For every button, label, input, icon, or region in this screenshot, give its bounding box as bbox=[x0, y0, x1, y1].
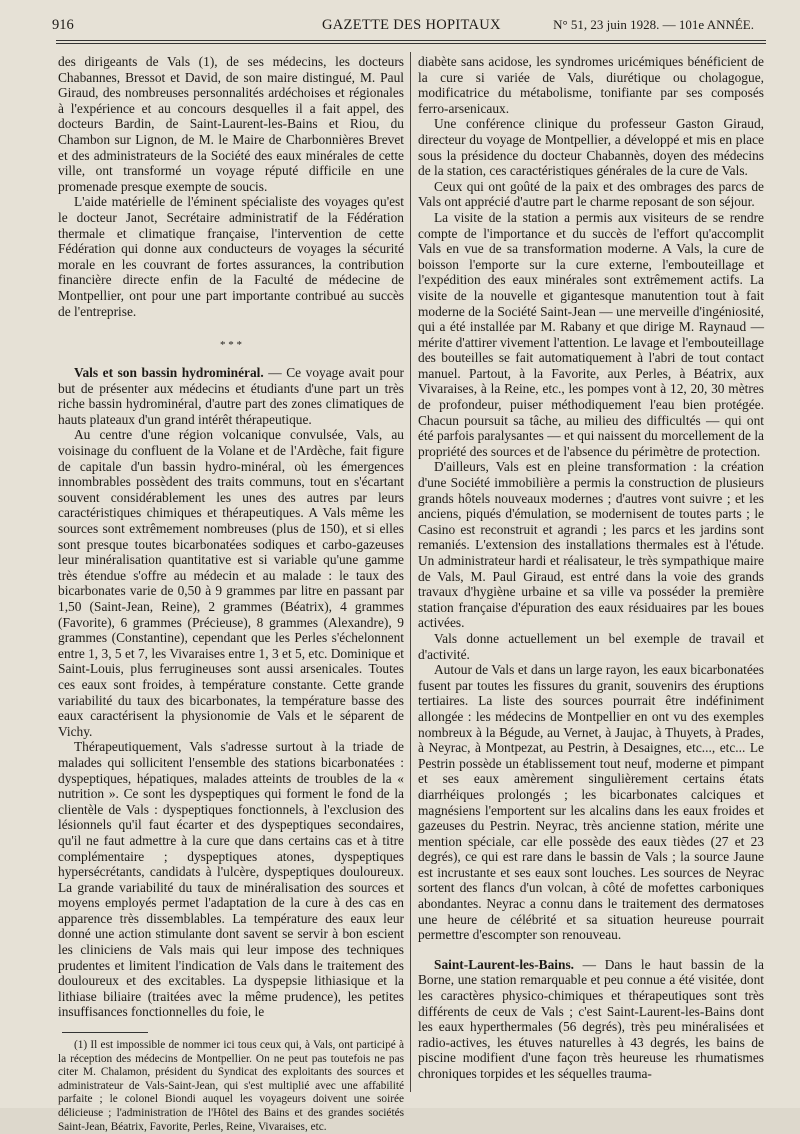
running-header bbox=[40, 14, 764, 38]
page-number: 916 bbox=[52, 17, 74, 33]
paragraph: Thérapeutiquement, Vals s'adresse surtout à la triade de malades qui sollicitent l'ensemble des stations bicarbonatées : dyspeptiques, hépatiques, malades atteints de troubles de la « nutrition ». Ce sont les dyspeptiques qui forment le fond de la clientèle de Vals : dyspeptiques fonctionnels, à l'exclusion des lésionnels qu'il faut écarter et des dyspeptiques secondaires, qu'il ne faut admettre à la cure que dans certains cas et à titre complémentaire ; dyspeptiques atones, dyspeptiques hypersécrétants, candidats à l'ulcère, dyspeptiques douloureux. La grande variabilité du taux de minéralisation des sources et moyens employés permet l'adaptation de la cure à des cas en apparence très dissemblables. La température des eaux leur donné une action stimulante dont savent se servir à bon escient les cliniciens de Vals mais qui leur impose des techniques prudentes et limitent l'indication de Vals dans le traitement des douloureux et des excitables. La dyspepsie lithiasique et la lithiase biliaire (traitées avec la même prudence), les petites insuffisances fonctionnelles du foie, le bbox=[58, 739, 404, 1020]
column-divider bbox=[410, 52, 411, 1092]
left-column bbox=[58, 54, 404, 1134]
journal-title: GAZETTE DES HOPITAUX bbox=[322, 17, 501, 33]
footnote-rule bbox=[62, 1032, 148, 1033]
paragraph: L'aide matérielle de l'éminent spécialiste des voyages qu'est le docteur Janot, Secrétaire administratif de la Fédération thermale et climatique française, l'intervention de cette Fédération qui donne aux conducteurs de voyages la sécurité morale en les couvrant de fortes assurances, la contribution financière directe enfin de la Faculté de médecine de Montpellier, ont pour une part importante contribué au succès de l'entreprise. bbox=[58, 194, 404, 319]
paragraph-text: — Dans le haut bassin de la Borne, une station remarquable et peu connue a été visitée, dont les caractères physico-chimiques et thérapeutiques sont très différents de ceux de Vals ; c'est Saint-Laurent-les-Bains dont les eaux hyperthermales (56 degrés), très peu minéralisées et radio-actives, les étuves naturelles à 43 degrés, les bains de piscine modifient d'une façon très heureuse les rhumatismes chroniques torpides et les séquelles trauma- bbox=[418, 956, 764, 1081]
section-heading: Saint-Laurent-les-Bains. bbox=[434, 956, 574, 972]
section-heading: Vals et son bassin hydrominéral. bbox=[74, 365, 264, 381]
header-rule-bottom bbox=[56, 43, 766, 44]
paragraph: Ceux qui ont goûté de la paix et des ombrages des parcs de Vals ont apprécié d'autre part le charme reposant de son séjour. bbox=[418, 178, 764, 210]
paragraph: La visite de la station a permis aux visiteurs de se rendre compte de l'importance et du succès de l'effort qu'accomplit Vals en vue de sa transformation moderne. A Vals, la cure de boisson l'emporte sur la cure externe, l'embouteillage et l'expédition des eaux minérales sont extrêmement actifs. La visite de la nouvelle et gigantesque manutention tout à fait moderne de la Société Saint-Jean — une merveille d'ingéniosité, qui a été installée par M. Rabany et que dirige M. Raynaud — mérite d'attirer vivement l'attention. Le lavage et l'embouteillage des bouteilles se fait automatiquement à l'abri de tout contact manuel. Partout, à la Favorite, aux Perles, à Béatrix, aux Vivaraises, à la Reine, etc., les pompes vont à 12, 20, 30 mètres de profondeur, puiser méthodiquement l'eau bien protégée. Chacun poursuit sa tâche, au milieu des difficultés — qui ont été parfois paralysantes — et qui naissent du morcellement de la propriété des sources et de l'absence du périmètre de protection. bbox=[418, 209, 764, 459]
spacer bbox=[418, 943, 764, 957]
paragraph: Vals donne actuellement un bel exemple de travail et d'activité. bbox=[418, 630, 764, 662]
paragraph: diabète sans acidose, les syndromes uricémiques bénéficient de la cure si variée de Vals, diurétique ou cholagogue, modificatrice du métabolisme, tonifiante par ses composés ferro-arsenicaux. bbox=[418, 54, 764, 116]
paragraph: des dirigeants de Vals (1), de ses médecins, les docteurs Chabannes, Bressot et David, de son maire distingué, M. Paul Giraud, des nombreuses personnalités ardéchoises et régionales à l'expérience et au concours desquelles il a fait appel, des docteurs Bardin, de Saint-Laurent-les-Bains et Riou, du Chambon sur Lignon, de M. le Maire de Charbonnières Brevet et des administrateurs de la Société des eaux minérales de cette ville, ont transformé un voyage réputé difficile en une promenade presque exempte de soucis. bbox=[58, 54, 404, 194]
paragraph: Une conférence clinique du professeur Gaston Giraud, directeur du voyage de Montpellier, a développé et mis en place sous la présidence du docteur Chabannès, doyen des médecins de la station, ces caractéristiques générales de la cure de Vals. bbox=[418, 116, 764, 179]
right-column bbox=[418, 54, 764, 1082]
footnote: (1) Il est impossible de nommer ici tous ceux qui, à Vals, ont participé à la réception des médecins de Montpellier. On ne peut pas toutefois ne pas citer M. Chalamon, président du Syndicat des exploitants des sources et administrateur de Vals-Saint-Jean, qui s'est multiplié avec une affabilité parfaite ; le colonel Biondi auquel les voyageurs doivent une soirée délicieuse ; l'administration de l'Hôtel des Bains et des grandes sociétés Saint-Jean, Béatrix, Favorite, Perles, Reine, Vivaraises, etc. bbox=[58, 1039, 404, 1133]
paragraph: Au centre d'une région volcanique convulsée, Vals, au voisinage du confluent de la Volane et de l'Ardèche, fait figure de capitale d'un bassin hydro-minéral, où les émergences innombrables possèdent des traits communs, tout en s'écartant souvent considérablement les unes des autres par leurs caractéristiques chimiques et thérapeutiques. A Vals même les sources sont extrêmement nombreuses (plus de 150), et si elles sont presque toutes bicarbonatées sodiques et carbo-gazeuses leur minéralisation quantitative est si variable qu'une gamme très étendue s'offre au médecin et au malade : le taux des bicarbonates varie de 0,50 à 9 grammes par litre en passant par 1,50 (Saint-Jean, Reine), 2 grammes (Béatrix), 4 grammes (Favorite), 6 grammes (Précieuse), 8 grammes (Alexandre), 9 grammes (Constantine), cependant que les Perles s'échelonnent entre 1, 3, 5 et 7, les Vivaraises entre 1, 3 et 5, etc. Dominique et Saint-Louis, plus ferrugineuses sont aussi arsenicales. Toutes ces eaux sont froides, à température constante. Cette grande variabilité du taux des bicarbonates, la température basse des eaux caractérisent la physionomie de Vals et le séparent de Vichy. bbox=[58, 427, 404, 739]
section-separator: * * * bbox=[220, 339, 242, 352]
issue-info: N° 51, 23 juin 1928. — 101e ANNÉE. bbox=[553, 17, 754, 32]
header-rule-top bbox=[56, 40, 766, 41]
paragraph: Autour de Vals et dans un large rayon, les eaux bicarbonatées fusent par toutes les fissures du granit, souvenirs des éruptions tertiaires. La liste des sources pourrait être indéfiniment allongée : les médecins de Montpellier en ont vu des exemples nombreux à la Bégude, au Vernet, à Jaujac, à Thuyets, à Prades, à Neyrac, à Montpezat, au Pestrin, à Desaignes, etc..., etc... Le Pestrin possède un établissement tout neuf, moderne et pimpant et ses eaux amèrement singulièrement certains états diarrhéiques prolongés ; les bicarbonates calciques et magnésiens l'emportent sur les alcalins dans les eaux froides et gazeuses du Pestrin. Neyrac, très ancienne station, mérite une mention spéciale, car elle possède des eaux tièdes (27 et 23 degrés), ce qui est rare dans le bassin de Vals ; la source Jaune est incrustante et ses eaux sont louches. Les sources de Neyrac sortent des flancs d'un volcan, à côté de mofettes carboniques abondantes. Neyrac a connu dans le traitement des dermatoses une heure de célébrité et sa situation heureuse pourrait permettre d'escompter son renouveau. bbox=[418, 662, 764, 943]
paragraph bbox=[418, 957, 764, 1082]
paragraph-text: — Ce voyage avait pour but de présenter aux médecins et étudiants d'une part un très riche bassin hydrominéral, d'autre part des zones climatiques de hauts plateaux d'un grand intérêt thérapeutique. bbox=[58, 365, 404, 427]
paragraph bbox=[58, 365, 404, 427]
paragraph: D'ailleurs, Vals est en pleine transformation : la création d'une Société immobilière a permis la construction de plusieurs grands hôtels nouveaux modernes ; d'autres vont suivre ; et les anciens, piqués d'émulation, se modernisent de toutes parts ; le Casino est reconstruit et agrandi ; les parcs et les jardins sont remaniés. L'extension des installations thermales est à l'étude. Un administrateur hardi et réalisateur, le très sympathique maire de Vals, M. Paul Giraud, est entré dans la voie des grands travaux d'hygiène urbaine et sa ville va posséder la première station française d'épuration des eaux résiduaires par les boues activées. bbox=[418, 459, 764, 631]
